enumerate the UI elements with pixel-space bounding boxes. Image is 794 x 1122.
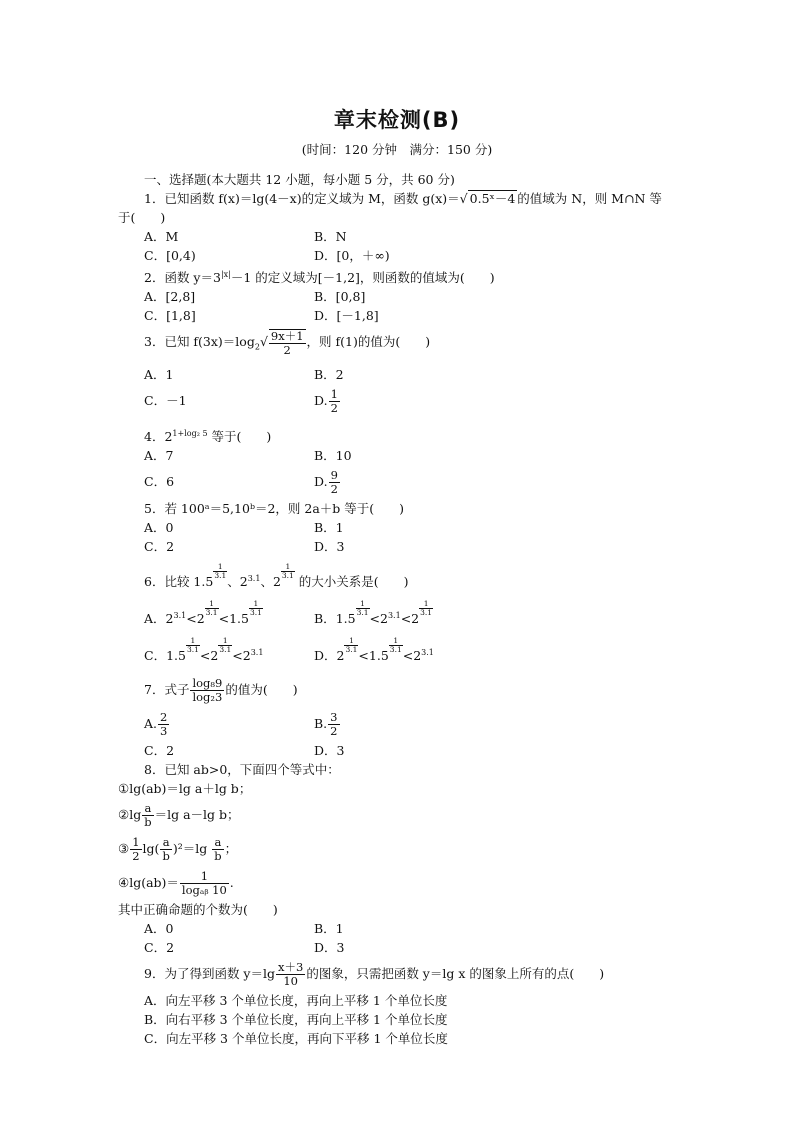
option-a — [144, 707, 314, 741]
question-8-options-row1 — [118, 919, 692, 938]
exp-frac — [356, 600, 370, 617]
lt: < — [218, 611, 230, 627]
question-6-options-row2 — [118, 636, 692, 673]
question-7-stem — [118, 673, 692, 707]
question-3-options-row2 — [118, 384, 692, 418]
q9-text-b: 的图象，只需把函数 y＝lg x 的图象上所有的点( ) — [306, 966, 605, 982]
option-d: D．3 — [314, 743, 345, 759]
frac-num: log₈9 — [192, 676, 223, 691]
question-8-options-row2 — [118, 938, 692, 957]
lt: < — [232, 648, 243, 664]
label: B． — [314, 611, 336, 627]
exp-frac — [218, 637, 232, 654]
exp: 3.1 — [387, 610, 401, 620]
q2-text-b: －1 的定义域为[－1,2]，则函数的值域为( ) — [230, 270, 495, 286]
option-c: C．－1 — [144, 392, 187, 408]
exp-frac — [389, 637, 403, 654]
n: 1 — [389, 637, 403, 646]
q7-fraction — [190, 677, 224, 704]
exp-num: 1 — [213, 563, 227, 572]
page-title: 章末检测(B) — [333, 108, 461, 132]
d: 3.1 — [389, 645, 402, 655]
q7-text-a: 7．式子 — [144, 682, 190, 698]
q1-radicand: 0.5ˣ－4 — [469, 191, 516, 206]
question-2-options-row1 — [118, 287, 692, 306]
base: 1.5 — [229, 611, 249, 627]
option-c: C．2 — [144, 743, 175, 759]
base: 2 — [165, 611, 174, 627]
q2-text-a: 2．函数 y＝3 — [144, 270, 221, 286]
question-3-options-row1 — [118, 365, 692, 384]
exp: 3.1 — [173, 610, 187, 620]
q6-text-b: 、2 — [227, 573, 248, 589]
n: 1 — [186, 637, 200, 646]
option-b: B．10 — [314, 447, 352, 463]
s3-text-a: ③ — [118, 841, 130, 857]
question-6-options-row1 — [118, 599, 692, 636]
q7-text-b: 的值为( ) — [225, 682, 298, 698]
fraction — [158, 711, 169, 738]
exp: 3.1 — [250, 648, 264, 658]
frac-den: logₐᵦ 10 — [181, 883, 227, 898]
base: 2 — [411, 611, 420, 627]
option-d-label: D. — [314, 473, 328, 489]
lt: < — [186, 611, 197, 627]
frac-num: 1 — [132, 835, 140, 850]
statement-2 — [118, 798, 692, 832]
option-b: B．2 — [314, 366, 344, 382]
option-c: C．[1,8] — [144, 308, 196, 324]
frac-num: 1 — [330, 386, 338, 401]
n: 1 — [205, 600, 219, 609]
question-7-options-row1 — [118, 707, 692, 741]
exp-frac — [186, 637, 200, 654]
base: 2 — [413, 648, 422, 664]
option-d: D．3 — [314, 538, 345, 554]
option-b: B．向右平移 3 个单位长度，再向上平移 1 个单位长度 — [144, 1012, 448, 1028]
frac-den: 2 — [330, 400, 338, 415]
question-9-stem — [118, 957, 692, 991]
s3-fraction-1 — [130, 836, 141, 863]
option-d — [314, 636, 434, 673]
fraction — [328, 711, 339, 738]
q6-text-a: 6．比较 1.5 — [144, 573, 214, 589]
option-d-fraction — [329, 469, 340, 496]
exp-den: 3.1 — [281, 570, 294, 580]
d: 3.1 — [186, 645, 199, 655]
base: 2 — [196, 611, 205, 627]
d: 3.1 — [345, 645, 358, 655]
option-d: D．3 — [314, 940, 345, 956]
frac-num: a — [212, 836, 223, 850]
d: 3.1 — [219, 645, 232, 655]
frac-den: 2 — [330, 481, 338, 496]
n: 1 — [419, 600, 433, 609]
sqrt-symbol: √ $\frac{9x+1}{2}$ — [259, 328, 304, 357]
option-d-fraction — [329, 388, 340, 415]
base: 1.5 — [166, 648, 186, 664]
frac-den: b — [214, 849, 222, 864]
d: 3.1 — [356, 608, 369, 618]
exam-info: (时间：120 分钟 满分：150 分) — [301, 142, 493, 157]
q3-fraction — [269, 329, 306, 357]
option-a: A．7 — [144, 447, 174, 463]
option-c: C．向左平移 3 个单位长度，再向下平移 1 个单位长度 — [144, 1031, 448, 1047]
option-c: C．[0,4) — [144, 248, 196, 263]
frac-den: 2 — [132, 849, 140, 864]
q6-exp-frac — [213, 563, 227, 580]
frac-den: 10 — [283, 974, 298, 989]
option-d — [314, 465, 341, 499]
base: 2 — [210, 648, 219, 664]
frac-den: b — [144, 815, 152, 830]
question-5-options-row2 — [118, 537, 692, 556]
option-a: A．M — [144, 229, 179, 244]
lt: < — [402, 648, 414, 664]
q6-exp-frac-2 — [281, 563, 295, 580]
lt: < — [369, 611, 380, 627]
question-4-options-row1 — [118, 446, 692, 465]
n: 1 — [249, 600, 263, 609]
q6-text-c: 、2 — [260, 573, 281, 589]
s2-text-b: ＝lg a－lg b； — [154, 807, 240, 823]
lt: < — [358, 648, 369, 664]
question-1-options-row1 — [118, 227, 692, 246]
option-b — [314, 707, 341, 741]
option-a: A．0 — [144, 921, 174, 937]
s4-fraction — [180, 870, 229, 897]
question-8-prompt: 其中正确命题的个数为( ) — [118, 902, 278, 918]
option-d: D．[0，＋∞) — [314, 248, 390, 263]
question-6-stem — [118, 562, 692, 599]
q1-text-a: 1．已知函数 f(x)＝lg(4－x)的定义域为 M，函数 g(x)＝ — [144, 191, 460, 206]
lt: < — [199, 648, 211, 664]
n: 1 — [344, 637, 358, 646]
option-b — [314, 599, 433, 636]
base: 2 — [380, 611, 388, 627]
frac-num: a — [160, 836, 171, 850]
q6-text-d: 的大小关系是( ) — [294, 573, 409, 589]
exp-den: 3.1 — [214, 570, 227, 580]
question-5-stem: 5．若 100ᵃ＝5,10ᵇ＝2，则 2a＋b 等于( ) — [144, 500, 404, 516]
frac-den: b — [162, 849, 170, 864]
label: A． — [144, 611, 166, 627]
option-a: A．[2,8] — [144, 289, 196, 305]
n: 1 — [218, 637, 232, 646]
option-b: B．N — [314, 229, 347, 244]
question-4-stem — [118, 424, 692, 446]
exp-frac — [205, 600, 219, 617]
option-d — [314, 384, 341, 418]
q4-exponent: 1+log₂ 5 — [172, 428, 208, 438]
option-a: A．0 — [144, 519, 174, 535]
s4-text-a: ④lg(ab)＝ — [118, 875, 179, 891]
q3-frac-den: 2 — [283, 342, 291, 357]
option-d-label: D. — [314, 392, 328, 408]
label: D． — [314, 648, 337, 664]
label: B. — [314, 716, 328, 732]
option-b: B．[0,8] — [314, 289, 366, 305]
lt: < — [400, 611, 412, 627]
option-d: D．[－1,8] — [314, 308, 379, 324]
option-c: C．6 — [144, 473, 175, 489]
frac-den: 3 — [160, 724, 168, 739]
q9-text-a: 9．为了得到函数 y＝lg — [144, 966, 275, 982]
option-b: B．1 — [314, 921, 344, 937]
exp: 3.1 — [421, 648, 434, 658]
exp-num: 1 — [281, 563, 295, 572]
question-4-options-row2 — [118, 465, 692, 499]
statement-3 — [118, 832, 692, 866]
sqrt-symbol: √ 0.5ˣ－4 — [459, 191, 516, 206]
s3-text-d: ； — [224, 841, 238, 857]
n: 1 — [356, 600, 370, 609]
question-1-stem — [118, 189, 692, 208]
q3-frac-num: 9x＋1 — [270, 328, 304, 343]
s3-fraction-2 — [160, 836, 171, 863]
s3-fraction-3 — [212, 836, 223, 863]
frac-num: 3 — [330, 710, 338, 725]
frac-den: log₂3 — [192, 690, 223, 705]
option-a: A．1 — [144, 366, 174, 382]
section-heading: 一、选择题(本大题共 12 小题，每小题 5 分，共 60 分) — [144, 172, 455, 187]
question-1-stem-cont: 于( ) — [118, 210, 166, 225]
exp-frac — [419, 600, 433, 617]
option-c — [144, 636, 314, 673]
s3-text-b: lg( — [142, 841, 160, 857]
frac-den: 2 — [330, 724, 338, 739]
q3-text-a: 3．已知 f(3x)＝log — [144, 334, 255, 350]
s2-fraction — [142, 802, 153, 829]
question-2-options-row2 — [118, 306, 692, 325]
question-7-options-row2 — [118, 741, 692, 760]
q3-text-b: ，则 f(1)的值为( ) — [306, 334, 431, 350]
option-a: A．向左平移 3 个单位长度，再向上平移 1 个单位长度 — [144, 993, 448, 1009]
option-c: C．2 — [144, 538, 175, 554]
question-8-stem: 8．已知 ab>0，下面四个等式中： — [144, 762, 340, 778]
label: C． — [144, 648, 167, 664]
d: 3.1 — [205, 608, 218, 618]
q2-exponent: |x| — [220, 270, 231, 279]
base: 2 — [336, 648, 345, 664]
base: 2 — [242, 648, 251, 664]
s4-text-b: . — [229, 875, 234, 891]
d: 3.1 — [249, 608, 262, 618]
s2-text-a: ②lg — [118, 807, 142, 823]
q4-text-b: 等于( ) — [207, 428, 272, 444]
statement-1: ①lg(ab)＝lg a＋lg b； — [118, 781, 252, 797]
question-1-options-row2 — [118, 246, 692, 265]
exp-frac — [249, 600, 263, 617]
question-3-stem — [118, 325, 692, 365]
s3-text-c: )²＝lg — [172, 841, 212, 857]
q6-exp2: 3.1 — [247, 573, 261, 583]
q3-log-base: 2 — [254, 342, 260, 352]
option-b: B．1 — [314, 519, 344, 535]
option-c: C．2 — [144, 940, 175, 956]
option-a — [144, 599, 314, 636]
q1-text-b: 的值域为 N，则 M∩N 等 — [517, 191, 662, 206]
frac-num: x＋3 — [278, 960, 304, 975]
q9-fraction — [276, 961, 305, 988]
frac-num: 1 — [180, 870, 229, 884]
frac-num: 9 — [330, 467, 338, 482]
frac-num: 2 — [160, 710, 168, 725]
base: 1.5 — [335, 611, 356, 627]
question-list — [118, 170, 692, 1048]
statement-4 — [118, 866, 692, 900]
base: 1.5 — [368, 648, 389, 664]
question-2-stem — [118, 265, 692, 287]
q4-text-a: 4．2 — [144, 428, 173, 444]
d: 3.1 — [420, 608, 433, 618]
label: A. — [144, 716, 158, 732]
question-5-options-row1 — [118, 518, 692, 537]
exp-frac — [344, 637, 358, 654]
frac-num: a — [142, 802, 153, 816]
